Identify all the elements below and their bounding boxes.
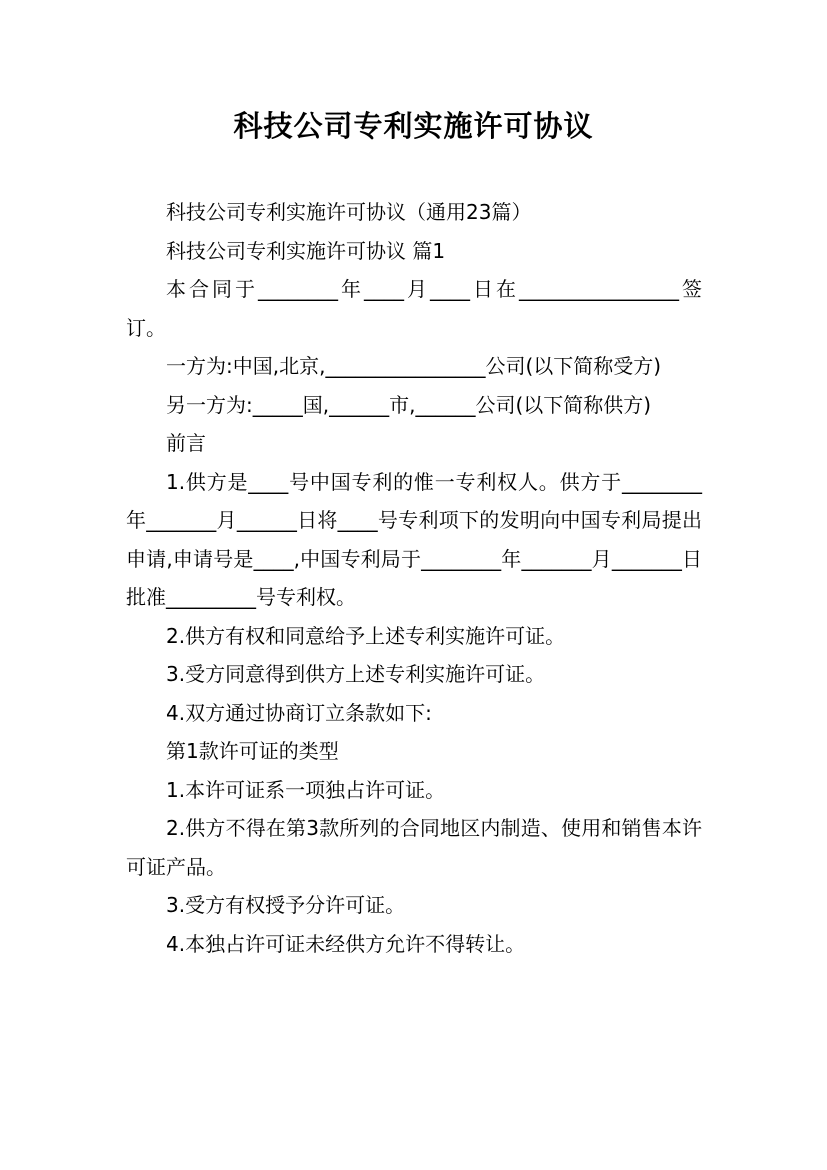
paragraph-preface-4: 4.双方通过协商订立条款如下: bbox=[166, 700, 432, 725]
paragraph-party-licensee: 一方为:中国,北京,________________公司(以下简称受方) bbox=[166, 354, 662, 378]
paragraph-preface-2: 2.供方有权和同意给予上述专利实施许可证。 bbox=[166, 623, 566, 648]
document-title: 科技公司专利实施许可协议 bbox=[233, 109, 594, 143]
document-body bbox=[126, 193, 702, 963]
paragraph-clause-1-item-3: 3.受方有权授予分许可证。 bbox=[166, 893, 406, 917]
paragraph-preface-3: 3.受方同意得到供方上述专利实施许可证。 bbox=[166, 662, 546, 686]
paragraph-preface-heading: 前言 bbox=[166, 431, 206, 455]
paragraph-party-licensor: 另一方为:_____国,______市,______公司(以下简称供方) bbox=[166, 392, 652, 417]
paragraph-clause-1-heading: 第1款许可证的类型 bbox=[166, 739, 339, 763]
paragraph-preface-1: 1.供方是____号中国专利的惟一专利权人。供方于________年_______月______日将____号专利项下的发明向中国专利局提出申请,申请号是____,中国专利局于________年_______月_______日批准_________号专利权。 bbox=[126, 469, 702, 609]
paragraph-clause-1-item-1: 1.本许可证系一项独占许可证。 bbox=[166, 777, 446, 802]
paragraph-section-heading: 科技公司专利实施许可协议 篇1 bbox=[166, 238, 446, 263]
paragraph-subtitle: 科技公司专利实施许可协议（通用23篇） bbox=[166, 200, 532, 224]
paragraph-contract-date: 本合同于________年____月____日在________________签订。 bbox=[126, 277, 702, 340]
paragraph-clause-1-item-4: 4.本独占许可证未经供方允许不得转让。 bbox=[166, 931, 526, 956]
paragraph-clause-1-item-2: 2.供方不得在第3款所列的合同地区内制造、使用和销售本许可证产品。 bbox=[126, 816, 702, 879]
